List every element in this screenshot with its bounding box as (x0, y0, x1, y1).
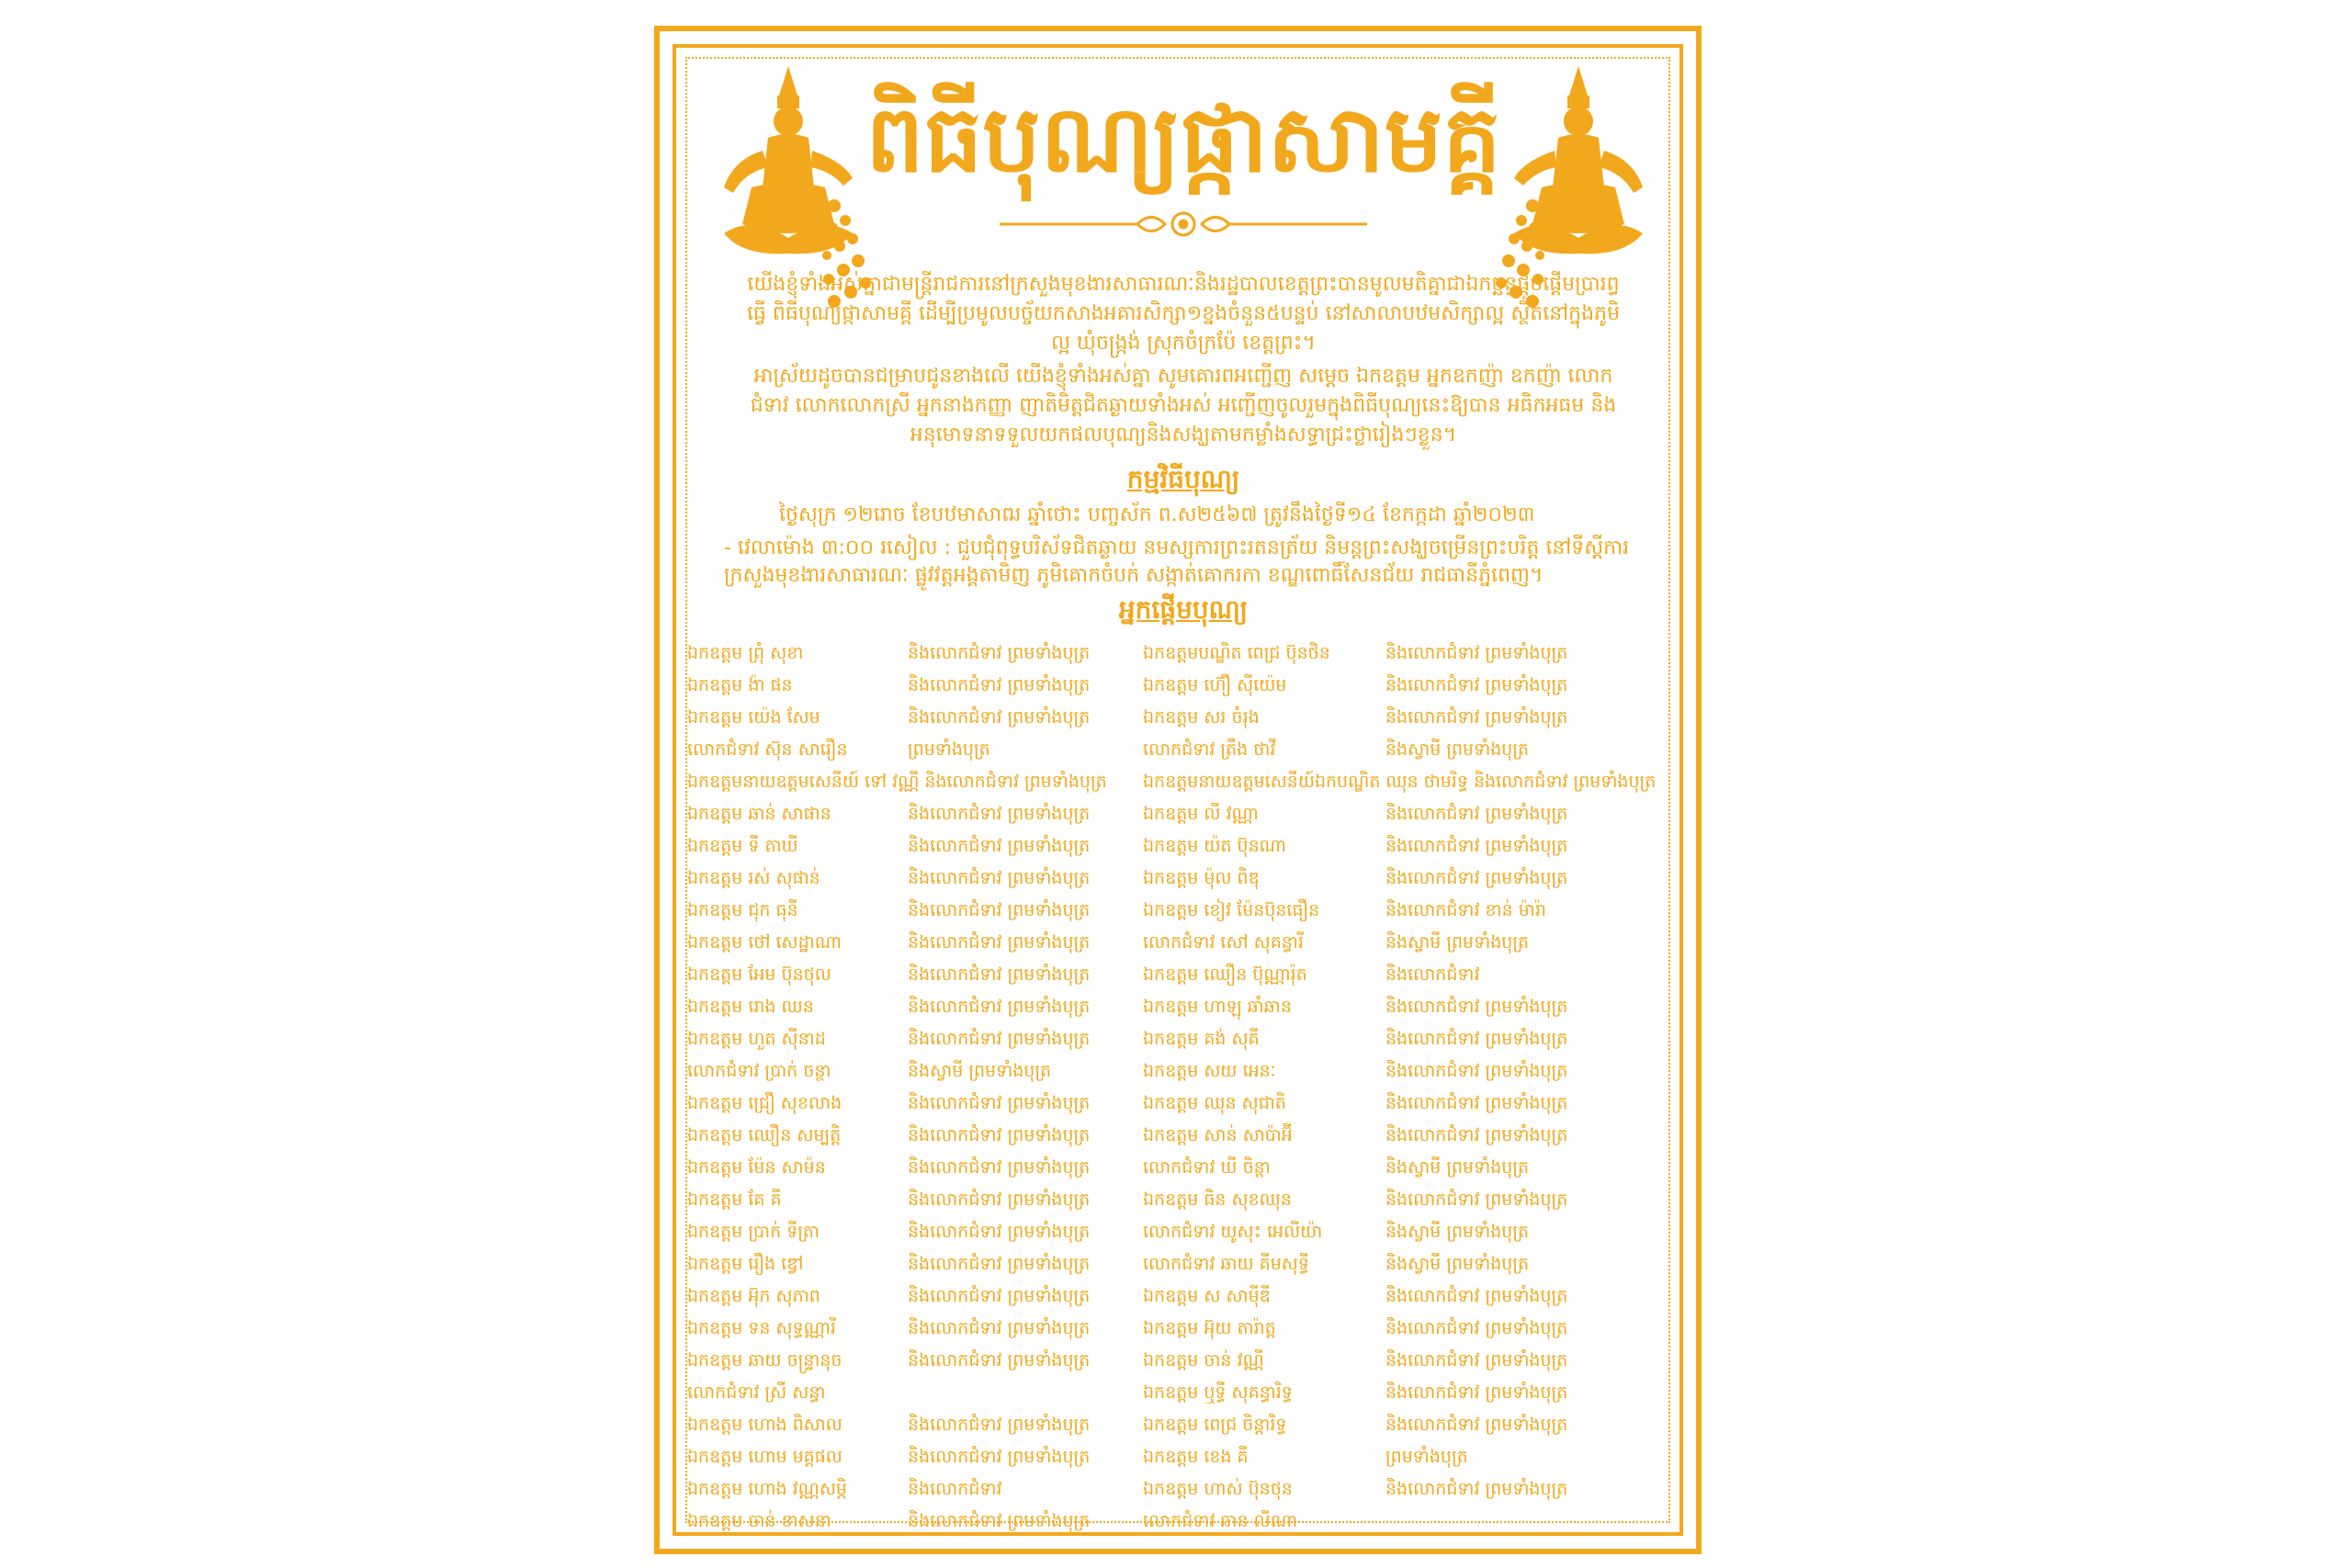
sponsor-name: ឯកឧត្តម ឈឿន សម្បត្តិ (687, 1125, 842, 1145)
intro-paragraph: អាស្រ័យដូចបានជម្រាបជូនខាងលើ យើងខ្ញុំទាំងអស់គ្នា សូមគោរពអញ្ជើញ សម្ដេច ឯកឧត្ដម អ្នកឧកញ៉ា ឧកញ៉ា លោកជំទាវ លោកលោកស្រី អ្នកនាងកញ្ញា ញាតិមិត្តជិតឆ្ងាយទាំងអស់ អញ្ជើញចូលរួមក្នុងពិធីបុណ្យនេះឱ្យបាន អធិកអធម និងអនុមោទនាទទួលយកផលបុណ្យនិងសង្ឃតាមកម្លាំងសទ្ធាជ្រះថ្លារៀងៗខ្លួន។ (750, 365, 1617, 446)
sponsor-suffix: និងលោកជំទាវ ព្រមទាំងបុត្រ (1385, 868, 1568, 888)
sponsor-suffix: និងលោកជំទាវ ព្រមទាំងបុត្រ (908, 1254, 1091, 1274)
sponsor-name: ឯកឧត្តម ចាន់ ខាសនា (687, 1511, 831, 1531)
program-date: ថ្ងៃសុក្រ ១២រោច ខែបឋមាសាឍ ឆ្នាំថោះ បញ្ចស័ក ព.ស២៥៦៧ ត្រូវនឹងថ្ងៃទី១៤ ខែកក្កដា ឆ្នាំ២០២៣ (779, 503, 1535, 526)
sponsor-row (687, 702, 1679, 734)
apsara-deity-icon (1487, 59, 1670, 325)
sponsor-suffix: និងលោកជំទាវ ព្រមទាំងបុត្រ (908, 1190, 1091, 1210)
sponsor-suffix: និងលោកជំទាវ (908, 1479, 1002, 1499)
sponsor-row (687, 1377, 1679, 1409)
sponsor-suffix: និងលោកជំទាវ ព្រមទាំងបុត្រ (908, 707, 1091, 728)
sponsor-suffix: និងលោកជំទាវ ព្រមទាំងបុត្រ (1385, 1318, 1568, 1338)
sponsor-suffix: និងលោកជំទាវ ព្រមទាំងបុត្រ (908, 1447, 1091, 1467)
sponsor-row (687, 959, 1679, 991)
sponsor-row (687, 637, 1679, 670)
sponsor-suffix: និងលោកជំទាវ ព្រមទាំងបុត្រ (908, 1029, 1091, 1049)
sponsor-suffix: និងលោកជំទាវ ព្រមទាំងបុត្រ (908, 804, 1091, 824)
sponsor-suffix: និងលោកជំទាវ ព្រមទាំងបុត្រ (908, 1286, 1091, 1306)
sponsor-row (687, 766, 1679, 798)
sponsor-name: លោកជំទាវ ស៊ុន សារឿន (687, 739, 848, 760)
flourish-divider-icon (990, 206, 1376, 243)
sponsor-row (687, 863, 1679, 895)
sponsor-suffix: និងលោកជំទាវ ព្រមទាំងបុត្រ (1385, 1125, 1568, 1145)
sponsor-name: ឯកឧត្ដម សយ អេនៈ (1143, 1061, 1276, 1081)
sponsor-suffix: និងលោកជំទាវ ព្រមទាំងបុត្រ (908, 1093, 1091, 1113)
sponsor-name: ឯកឧត្តម ង៉ា ផន (687, 675, 793, 695)
sponsor-name: ឯកឧត្ដម ហាស់ ប៊ុនថុន (1143, 1479, 1293, 1499)
sponsor-name: ឯកឧត្ដម ឈុន សុជាតិ (1143, 1093, 1286, 1113)
sponsor-name: ឯកឧត្ដម ខេង គី (1143, 1447, 1249, 1467)
sponsor-list (687, 637, 1679, 1538)
sponsor-suffix: និងលោកជំទាវ ព្រមទាំងបុត្រ (908, 964, 1091, 985)
sponsor-name: ឯកឧត្តម អែម ប៊ុនថុល (687, 964, 831, 985)
poster (654, 26, 1702, 1554)
sponsor-name: ឯកឧត្ដម ហ៊ឿ ស៊ីយ៉េម (1143, 675, 1287, 695)
sponsor-name: ឯកឧត្តម ទី តាឃី (687, 836, 798, 856)
sponsor-row (687, 1088, 1679, 1120)
sponsor-name: ឯកឧត្តម ទន សុទ្ធណ្ណារី (687, 1318, 836, 1338)
sponsor-row (687, 991, 1679, 1023)
sponsor-name: ឯកឧត្ដមនាយឧត្ដមសេនីយ៍ឯកបណ្ឌិត ឈុន ថាមរិទ្ធ និងលោកជំទាវ ព្រមទាំងបុត្រ (1143, 772, 1657, 792)
sponsor-row (687, 1473, 1679, 1506)
sponsor-name: ឯកឧត្តម ហោង ពិសាល (687, 1415, 842, 1435)
sponsor-suffix: និងលោកជំទាវ ព្រមទាំងបុត្រ (1385, 1479, 1568, 1499)
sponsor-suffix: និងលោកជំទាវ ព្រមទាំងបុត្រ (1385, 1061, 1568, 1081)
program-schedule: - វេលាម៉ោង ៣:០០ រសៀល : ជួបជុំពុទ្ធបរិស័ទជិតឆ្ងាយ នមស្សការព្រះរតនត្រ័យ និមន្តព្រះសង្ឃចម្រើនព្រះបរិត្ត នៅទីស្ដីការក្រសួងមុខងារសាធារណៈ ផ្លូវវត្តអង្គតាមិញ ភូមិគោកចំបក់ សង្កាត់គោករកា ខណ្ឌពោធិ៍សែនជ័យ រាជធានីភ្នំពេញ។ (724, 536, 1630, 587)
sponsor-name: ឯកឧត្ដម ឬទ្ធី សុគន្ធារិទ្ធ (1143, 1382, 1293, 1403)
sponsor-name: ឯកឧត្ដមបណ្ឌិត ពេជ្រ ប៊ុនថិន (1143, 643, 1330, 663)
sponsor-name: ឯកឧត្តម ជ្រឿ សុខលាង (687, 1093, 842, 1113)
sponsor-suffix: និងលោកជំទាវ ព្រមទាំងបុត្រ (1385, 1382, 1568, 1403)
sponsor-row (687, 1152, 1679, 1184)
sponsor-name: ឯកឧត្តម រស់ សុផាន់ (687, 868, 820, 888)
sponsor-name: ឯកឧត្ដម គង់ សុគី (1143, 1029, 1260, 1049)
sponsor-name: ឯកឧត្ដម ខៀវ ម៉ែនប៊ុនធឿន (1143, 900, 1320, 920)
sponsor-name: ឯកឧត្ដម ស សាម៉ីឌី (1143, 1286, 1271, 1306)
sponsor-row (687, 1120, 1679, 1152)
sponsor-suffix: និងលោកជំទាវ ព្រមទាំងបុត្រ (1385, 1286, 1568, 1306)
sponsor-name: ឯកឧត្ដម ម៉ុល ពិឌុ (1143, 868, 1260, 888)
sponsor-name: ឯកឧត្ដម សរ ចំរុង (1143, 707, 1260, 728)
sponsor-suffix: និងលោកជំទាវ ព្រមទាំងបុត្រ (908, 1222, 1091, 1242)
sponsor-row (687, 1313, 1679, 1345)
sponsor-suffix: និងលោកជំទាវ ព្រមទាំងបុត្រ (1385, 1350, 1568, 1371)
sponsor-name: ឯកឧត្តម ជុក ធុនី (687, 900, 798, 920)
sponsors-heading: អ្នកផ្ដើមបុណ្យ (1118, 594, 1249, 625)
sponsor-row (687, 1441, 1679, 1473)
sponsor-suffix: និងលោកជំទាវ ខាន់ ម៉ារ៉ា (1385, 900, 1546, 920)
sponsor-row (687, 895, 1679, 927)
sponsor-name: ឯកឧត្ដម ហាឡុ ឆាំឆាន (1143, 997, 1292, 1017)
sponsor-suffix: និងលោកជំទាវ ព្រមទាំងបុត្រ (1385, 1415, 1568, 1435)
sponsor-name: ឯកឧត្ដម អ៊ុយ តារ៉ាត្ត (1143, 1318, 1276, 1338)
sponsor-suffix: និងលោកជំទាវ ព្រមទាំងបុត្រ (908, 868, 1091, 888)
sponsor-suffix: ព្រមទាំងបុត្រ (908, 739, 990, 760)
sponsor-row (687, 734, 1679, 766)
sponsor-name: ឯកឧត្ដម ពេជ្រ ចិន្ដារិទ្ធ (1143, 1415, 1287, 1435)
sponsor-suffix: និងលោកជំទាវ ព្រមទាំងបុត្រ (1385, 836, 1568, 856)
sponsor-suffix: និងស្វាមី ព្រមទាំងបុត្រ (1385, 1254, 1530, 1274)
sponsor-row (687, 1345, 1679, 1377)
sponsor-row (687, 670, 1679, 702)
sponsor-suffix: និងលោកជំទាវ ព្រមទាំងបុត្រ (908, 900, 1091, 920)
sponsor-suffix: និងលោកជំទាវ ព្រមទាំងបុត្រ (908, 1125, 1091, 1145)
sponsor-suffix: និងលោកជំទាវ ព្រមទាំងបុត្រ (908, 1511, 1091, 1531)
sponsor-suffix: ព្រមទាំងបុត្រ (1385, 1447, 1468, 1467)
sponsor-name: ឯកឧត្ដម លី វណ្ណា (1143, 804, 1259, 824)
sponsor-suffix: និងលោកជំទាវ ព្រមទាំងបុត្រ (908, 1350, 1091, 1371)
sponsor-name: ឯកឧត្ដម ចាន់ វណ្ណី (1143, 1350, 1264, 1371)
sponsor-suffix: និងលោកជំទាវ ព្រមទាំងបុត្រ (1385, 1093, 1568, 1113)
sponsor-name: ឯកឧត្តមនាយឧត្តមសេនីយ៍ ទៅ វណ្ណី និងលោកជំទាវ ព្រមទាំងបុត្រ (687, 772, 1107, 792)
sponsor-suffix: និងស្វាមី ព្រមទាំងបុត្រ (1385, 1157, 1530, 1178)
sponsor-suffix: និងលោកជំទាវ (1385, 964, 1480, 985)
sponsor-name: ឯកឧត្ដម សាន់ សាប៉ាអ៊ី (1143, 1125, 1293, 1145)
poster-title: ពិធីបុណ្យផ្កាសាមគ្គី (865, 85, 1501, 193)
sponsor-name: ឯកឧត្ដម ធិន សុខឈុន (1143, 1190, 1292, 1210)
intro-paragraph: យើងខ្ញុំទាំងអស់គ្នាជាមន្ត្រីរាជការនៅក្រសួងមុខងារសាធារណៈនិងរដ្ឋបាលខេត្តព្រះបានមូលមតិគ្នាជាឯកច្ឆន្ទផ្ដួចផ្ដើមប្រារព្ធធ្វើ ពិធីបុណ្យផ្កាសាមគ្គី ដើម្បីប្រមូលបច្ច័យកសាងអគារសិក្សា១ខ្នងចំនួន៥បន្ទប់ នៅសាលាបឋមសិក្សាល្អ ស្ថិតនៅក្នុងភូមិល្អ ឃុំចង្រ្កង់ ស្រុកចំក្រប៉ែ ខេត្តព្រះ។ (746, 273, 1621, 355)
sponsor-row (687, 1023, 1679, 1055)
sponsor-name: ឯកឧត្តម ហោម មគ្គផល (687, 1447, 842, 1467)
sponsor-name: ឯកឧត្ដម យ៉ត ប៊ុនណា (1143, 836, 1286, 856)
sponsor-name: លោកជំទាវ សៅ សុគន្ធារី (1143, 932, 1304, 953)
sponsor-suffix: និងលោកជំទាវ ព្រមទាំងបុត្រ (908, 643, 1091, 663)
sponsor-row (687, 1216, 1679, 1248)
sponsor-name: ឯកឧត្តម ប្រាក់ ទីត្រា (687, 1222, 820, 1242)
sponsor-suffix: និងលោកជំទាវ ព្រមទាំងបុត្រ (1385, 997, 1568, 1017)
sponsor-name: ឯកឧត្តម ហួត ស៊ីនាដ (687, 1029, 826, 1049)
sponsor-suffix: និងលោកជំទាវ ព្រមទាំងបុត្រ (1385, 1029, 1568, 1049)
sponsor-row (687, 830, 1679, 863)
sponsor-suffix: និងលោកជំទាវ ព្រមទាំងបុត្រ (908, 1415, 1091, 1435)
sponsor-suffix: និងស្វាមី ព្រមទាំងបុត្រ (1385, 932, 1530, 953)
sponsor-name: ឯកឧត្តម ហោង វណ្ណសម្ភិ (687, 1479, 847, 1499)
invitation-text (742, 270, 1624, 454)
sponsor-suffix: និងលោកជំទាវ ព្រមទាំងបុត្រ (1385, 1190, 1568, 1210)
sponsor-name: លោកជំទាវ ឆាយ គីមសុទ្ធី (1143, 1254, 1309, 1274)
sponsor-row (687, 1248, 1679, 1280)
sponsor-suffix: និងលោកជំទាវ ព្រមទាំងបុត្រ (1385, 675, 1568, 695)
sponsor-suffix: និងលោកជំទាវ ព្រមទាំងបុត្រ (908, 1157, 1091, 1178)
sponsor-suffix: និងលោកជំទាវ ព្រមទាំងបុត្រ (908, 932, 1091, 953)
sponsor-suffix: និងស្វាមី ព្រមទាំងបុត្រ (1385, 739, 1530, 760)
sponsor-suffix: និងស្វាមី ព្រមទាំងបុត្រ (908, 1061, 1052, 1081)
sponsor-row (687, 927, 1679, 959)
apsara-deity-icon (696, 59, 880, 325)
sponsor-name: ឯកឧត្តម យ៉េង សែម (687, 707, 820, 728)
sponsor-name: លោកជំទាវ ឆាន លីណា (1143, 1511, 1297, 1531)
sponsor-name: ឯកឧត្តម ឆាយ ចន្រ្ទានុច (687, 1350, 842, 1371)
sponsor-suffix: និងលោកជំទាវ ព្រមទាំងបុត្រ (908, 675, 1091, 695)
sponsor-row (687, 1280, 1679, 1313)
sponsor-name: លោកជំទាវ ប្រាក់ ចន្ថា (687, 1061, 831, 1081)
sponsor-suffix: និងស្វាមី ព្រមទាំងបុត្រ (1385, 1222, 1530, 1242)
sponsor-row (687, 1055, 1679, 1088)
sponsor-name: លោកជំទាវ ត្រឹង ថាវី (1143, 739, 1276, 760)
sponsor-name: ឯកឧត្តម ថៅ សេដ្ឋាណា (687, 932, 842, 953)
sponsor-name: ឯកឧត្តម រោង ឈន (687, 997, 814, 1017)
sponsor-row (687, 1506, 1679, 1538)
sponsor-name: ឯកឧត្តម ឆាន់ សាផាន (687, 804, 831, 824)
sponsor-suffix: និងលោកជំទាវ ព្រមទាំងបុត្រ (1385, 804, 1568, 824)
sponsor-suffix: និងលោកជំទាវ ព្រមទាំងបុត្រ (908, 1318, 1091, 1338)
sponsor-name: ឯកឧត្តម ព្រុំ សុខា (687, 643, 804, 663)
sponsor-name: ឯកឧត្តម អ៊ុក សុភាព (687, 1286, 820, 1306)
sponsor-suffix: និងលោកជំទាវ ព្រមទាំងបុត្រ (908, 997, 1091, 1017)
sponsor-name: ឯកឧត្តម គែ គី (687, 1190, 782, 1210)
sponsor-name: លោកជំទាវ ស្រី សន្ធា (687, 1382, 826, 1403)
sponsor-suffix: និងលោកជំទាវ ព្រមទាំងបុត្រ (908, 836, 1091, 856)
sponsor-row (687, 1184, 1679, 1216)
sponsor-name: ឯកឧត្តម រឿង ឌ្វៅ (687, 1254, 804, 1274)
sponsor-name: លោកជំទាវ យូសុះ អេលីយ៉ា (1143, 1222, 1323, 1242)
sponsor-suffix: និងលោកជំទាវ ព្រមទាំងបុត្រ (1385, 643, 1568, 663)
sponsor-name: លោកជំទាវ ឃី ចិន្ដា (1143, 1157, 1271, 1178)
sponsor-row (687, 798, 1679, 830)
sponsor-suffix: និងលោកជំទាវ ព្រមទាំងបុត្រ (1385, 707, 1568, 728)
sponsor-name: ឯកឧត្តម ម៉ែន សាម៉ន (687, 1157, 826, 1178)
sponsor-name: ឯកឧត្ដម ឈឿន ប៊ុណ្ណារ៉ុត (1143, 964, 1307, 985)
program-heading: កម្មវិធីបុណ្យ (1126, 464, 1240, 494)
sponsor-row (687, 1409, 1679, 1441)
